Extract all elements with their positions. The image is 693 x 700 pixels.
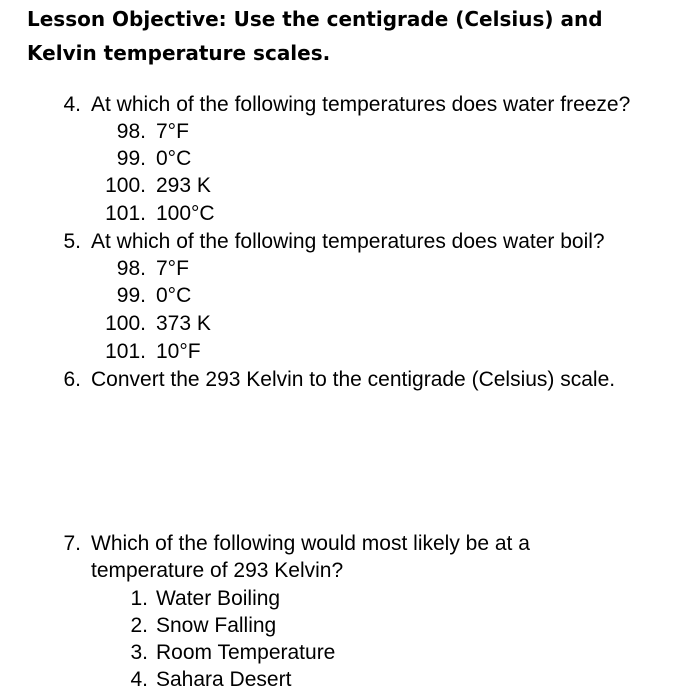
option-number: 100. bbox=[105, 312, 146, 335]
option-text: 10°F bbox=[156, 340, 201, 363]
lesson-objective-line-1: Lesson Objective: Use the centigrade (Celsius) and bbox=[27, 7, 603, 31]
option-number: 99. bbox=[116, 284, 146, 307]
option-number: 101. bbox=[105, 202, 146, 225]
option-number: 98. bbox=[116, 257, 146, 280]
option-text: 7°F bbox=[156, 120, 189, 143]
option-text: 100°C bbox=[156, 202, 215, 225]
option-number: 98. bbox=[116, 120, 146, 143]
question-text-line-1: Which of the following would most likely be at a bbox=[91, 532, 530, 555]
option-text: 293 K bbox=[156, 174, 211, 197]
option-number: 4. bbox=[130, 668, 148, 691]
option-text: Sahara Desert bbox=[156, 668, 292, 691]
question-number: 7. bbox=[63, 532, 81, 555]
option-text: Room Temperature bbox=[156, 641, 336, 664]
option-text: 7°F bbox=[156, 257, 189, 280]
option-number: 2. bbox=[130, 614, 148, 637]
question-number: 6. bbox=[63, 368, 81, 391]
option-number: 100. bbox=[105, 174, 146, 197]
option-number: 1. bbox=[130, 587, 148, 610]
option-text: Snow Falling bbox=[156, 614, 277, 637]
question-text: At which of the following temperatures does water freeze? bbox=[91, 93, 631, 116]
question-text: Convert the 293 Kelvin to the centigrade (Celsius) scale. bbox=[91, 368, 616, 391]
option-text: 0°C bbox=[156, 147, 192, 170]
option-text: 373 K bbox=[156, 312, 211, 335]
option-number: 3. bbox=[130, 641, 148, 664]
option-number: 101. bbox=[105, 340, 146, 363]
question-number: 4. bbox=[63, 93, 81, 116]
question-text-line-2: temperature of 293 Kelvin? bbox=[91, 559, 344, 582]
option-text: 0°C bbox=[156, 284, 192, 307]
question-number: 5. bbox=[63, 230, 81, 253]
lesson-objective bbox=[27, 2, 677, 70]
lesson-objective-line-2: Kelvin temperature scales. bbox=[27, 41, 331, 65]
question-text: At which of the following temperatures does water boil? bbox=[91, 230, 605, 253]
option-number: 99. bbox=[116, 147, 146, 170]
option-text: Water Boiling bbox=[156, 587, 281, 610]
